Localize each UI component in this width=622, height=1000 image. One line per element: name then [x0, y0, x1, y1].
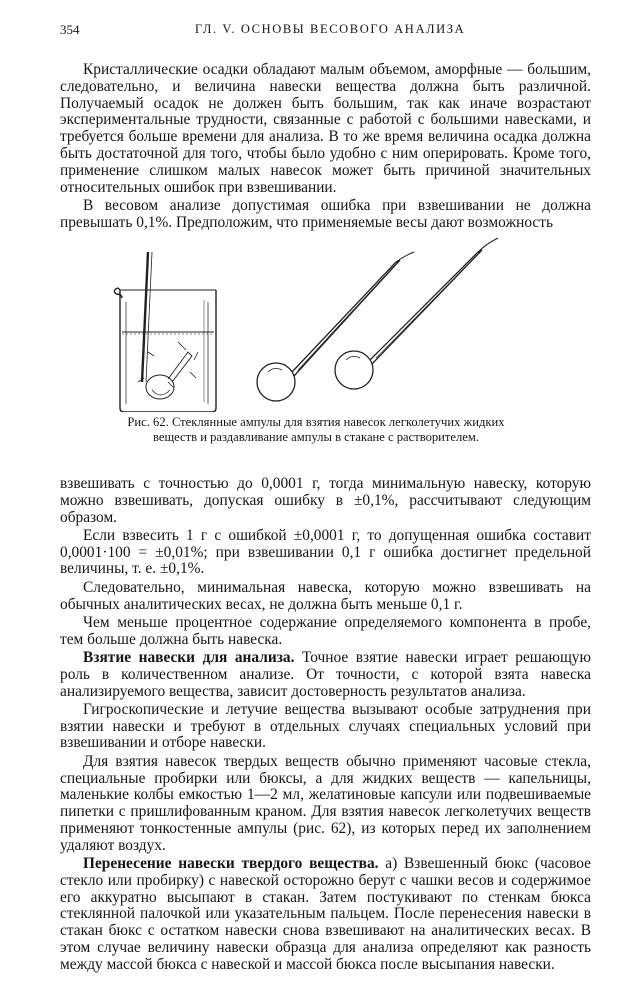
- beaker-illustration: [114, 252, 216, 412]
- text-transfer-solid: а) Взвешенный бюкс (часовое стекло или пробирку) с навеской осторожно берут с чашки весов и содержимое его аккуратно высыпают в стакан. Затем постукивают по стенкам бюкса стеклянной палочкой или указательным пальцем. После перенесения навески в стакан бюкс с остатком навески снова взвешивают на аналитических весах. В этом случае величину навески образца для анализа определяют как разность между массой бюкса с навеской и массой бюкса после высыпания навески.: [60, 855, 591, 973]
- paragraph-min-sample-intro: взвешивать с точностью до 0,0001 г, тогда минимальную навеску, которую можно взвешивать, допуская ошибку в ±0,1%, рассчитывают следующим образом.: [60, 475, 591, 526]
- paragraph-conclusion: Следовательно, минимальная навеска, которую можно взвешивать на обычных аналитических весах, не должна быть меньше 0,1 г.: [60, 578, 591, 613]
- heading-transfer-solid: Перенесение навески твердого вещества.: [83, 855, 379, 873]
- paragraph-percent-content: Чем меньше процентное содержание определяемого компонента в пробе, тем больше должна быть навеска.: [60, 613, 591, 648]
- figure-caption: Рис. 62. Стеклянные ампулы для взятия навесок легколетучих жидких веществ и раздавливание ампулы в стакане с растворителем.: [127, 415, 505, 444]
- paragraph-transfer-solid: [60, 856, 591, 974]
- paragraph-crystalline-precipitates: Кристаллические осадки обладают малым объемом, аморфные — большим, следовательно, и величина навески вещества должна быть различной. Получаемый осадок не должен быть большим, так как иначе возрастают экспериментальные трудности, связанные с работой с большими навесками, и требуется больше времени для анализа. В то же время величина осадка должна быть достаточной для того, чтобы было удобно с ним оперировать. Кроме того, применение слишком малых навесок может быть причиной значительных относительных ошибок при взвешивании.: [60, 61, 591, 196]
- heading-taking-sample: Взятие навески для анализа.: [83, 648, 295, 666]
- text-top: [60, 62, 591, 231]
- paragraph-vessels: Для взятия навесок твердых веществ обычно применяют часовые стекла, специальные пробирки или бюксы, а для жидких веществ — капельницы, маленькие колбы емкостью 1—2 мл, желатиновые капсули или подвешиваемые пипетки с пришлифованным краном. Для взятия навесок легколетучих веществ применяют тонкостенные ампулы (рис. 62), из которых перед их заполнением удаляют воздух.: [60, 752, 591, 854]
- running-title: ГЛ. V. ОСНОВЫ ВЕСОВОГО АНАЛИЗА: [195, 22, 466, 36]
- ampoules-illustration: [108, 232, 536, 412]
- paragraph-taking-sample: [60, 650, 591, 700]
- paragraph-hygroscopic: Гигроскопические и летучие вещества вызывают особые затруднения при взятии навески и требуют в отдельных случаях специальных условий при взвешивании и отборе навески.: [60, 700, 591, 752]
- ampoule-left-illustration: [257, 252, 414, 401]
- figure-62: [108, 232, 536, 412]
- paragraph-weighing-error: В весовом анализе допустимая ошибка при взвешивании не должна превышать 0,1%. Предположим, что применяемые весы дают возможность: [60, 196, 591, 231]
- page-number: 354: [60, 22, 80, 37]
- page-header: [60, 22, 594, 42]
- ampoule-right-illustration: [335, 238, 498, 389]
- paragraph-calculation: Если взвесить 1 г с ошибкой ±0,0001 г, то допущенная ошибка составит 0,0001·100 = ±0,01%; при взвешивании 0,1 г ошибка достигнет предельной величины, т. е. ±0,1%.: [60, 526, 591, 578]
- text-bottom: [60, 476, 591, 974]
- text-taking-sample: Точное взятие навески играет решающую роль в количественном анализе. От точности, с которой взята навеска анализируемого вещества, зависит достоверность результатов анализа.: [60, 648, 591, 700]
